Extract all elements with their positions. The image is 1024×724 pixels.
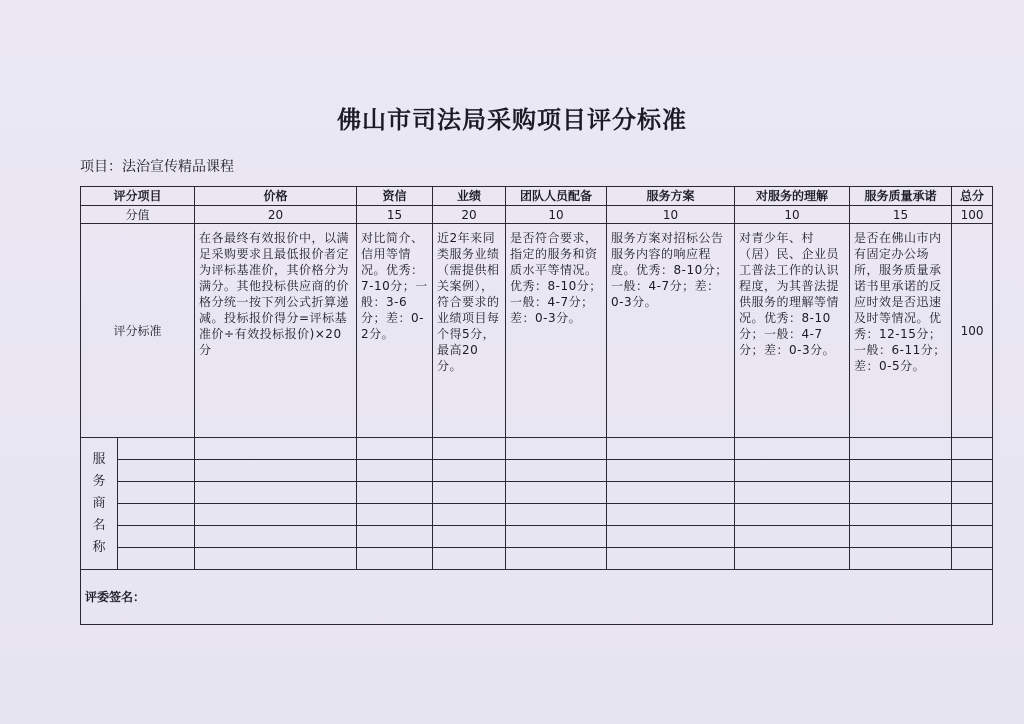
vendor-cell [735, 526, 850, 548]
header-total: 总分 [952, 187, 993, 206]
criteria-total: 100 [952, 224, 993, 438]
vendor-cell [850, 504, 952, 526]
vendor-cell [195, 460, 357, 482]
vendor-cell [607, 460, 735, 482]
vendor-cell [195, 526, 357, 548]
score-total: 100 [952, 206, 993, 224]
vendor-cell [735, 438, 850, 460]
vendor-label-cell [81, 438, 118, 570]
score-credit: 15 [357, 206, 433, 224]
vendor-cell [195, 482, 357, 504]
vendor-cell [952, 438, 993, 460]
vendor-cell [357, 504, 433, 526]
header-understanding: 对服务的理解 [735, 187, 850, 206]
vendor-cell [850, 526, 952, 548]
criteria-row [81, 224, 993, 438]
vendor-cell [357, 548, 433, 570]
vendor-cell [607, 548, 735, 570]
scoring-table [80, 186, 993, 625]
vendor-cell [506, 548, 607, 570]
signature-row [81, 570, 993, 625]
vendor-cell [433, 526, 506, 548]
vendor-cell [952, 504, 993, 526]
vendor-cell [433, 504, 506, 526]
vendor-name-cell [118, 526, 195, 548]
vendor-cell [735, 482, 850, 504]
vendor-cell [735, 504, 850, 526]
vendor-row [81, 460, 993, 482]
vendor-cell [607, 504, 735, 526]
vendor-cell [357, 526, 433, 548]
header-row [81, 187, 993, 206]
header-commitment: 服务质量承诺 [850, 187, 952, 206]
header-item: 评分项目 [81, 187, 195, 206]
criteria-commitment: 是否在佛山市内有固定办公场所，服务质量承诺书里承诺的反应时效是否迅速及时等情况。优秀：12-15分；一般：6-11分；差：0-5分。 [850, 224, 952, 438]
criteria-price: 在各最终有效报价中，以满足采购要求且最低报价者定为评标基准价，其价格分为满分。其他投标供应商的价格分统一按下列公式折算递减。投标报价得分=评标基准价÷有效投标报价)×20分 [195, 224, 357, 438]
vendor-cell [506, 526, 607, 548]
vendor-cell [433, 548, 506, 570]
vendor-cell [506, 482, 607, 504]
header-plan: 服务方案 [607, 187, 735, 206]
criteria-credit: 对比简介、信用等情况。优秀：7-10分；一般：3-6分；差：0-2分。 [357, 224, 433, 438]
vendor-cell [850, 460, 952, 482]
vendor-cell [850, 482, 952, 504]
vendor-cell [952, 548, 993, 570]
score-understanding: 10 [735, 206, 850, 224]
vendor-cell [357, 438, 433, 460]
vendor-cell [195, 504, 357, 526]
vendor-cell [195, 548, 357, 570]
vendor-cell [433, 482, 506, 504]
vendor-row [81, 482, 993, 504]
project-name: 项目：法治宣传精品课程 [80, 159, 234, 175]
vendor-cell [607, 438, 735, 460]
vendor-cell [433, 460, 506, 482]
score-performance: 20 [433, 206, 506, 224]
vendor-cell [433, 438, 506, 460]
score-label: 分值 [81, 206, 195, 224]
vendor-name-cell [118, 460, 195, 482]
vendor-name-cell [118, 482, 195, 504]
header-price: 价格 [195, 187, 357, 206]
score-plan: 10 [607, 206, 735, 224]
vendor-cell [850, 548, 952, 570]
header-performance: 业绩 [433, 187, 506, 206]
vendor-cell [506, 460, 607, 482]
vendor-cell [607, 526, 735, 548]
vendor-name-cell [118, 548, 195, 570]
score-price: 20 [195, 206, 357, 224]
criteria-plan: 服务方案对招标公告服务内容的响应程度。优秀：8-10分；一般：4-7分；差：0-3分。 [607, 224, 735, 438]
criteria-performance: 近2年来同类服务业绩（需提供相关案例），符合要求的业绩项目每个得5分，最高20分。 [433, 224, 506, 438]
score-commitment: 15 [850, 206, 952, 224]
vendor-cell [357, 482, 433, 504]
vendor-cell [952, 482, 993, 504]
vendor-label: 服务商名称 [92, 451, 106, 555]
vendor-row [81, 548, 993, 570]
vendor-cell [506, 504, 607, 526]
vendor-cell [735, 548, 850, 570]
signature-label: 评委签名： [81, 570, 993, 625]
vendor-cell [607, 482, 735, 504]
header-team: 团队人员配备 [506, 187, 607, 206]
vendor-cell [195, 438, 357, 460]
vendor-row [81, 504, 993, 526]
vendor-cell [952, 526, 993, 548]
criteria-understanding: 对青少年、村（居）民、企业员工普法工作的认识程度，为其普法提供服务的理解等情况。优秀：8-10分；一般：4-7分；差：0-3分。 [735, 224, 850, 438]
criteria-team: 是否符合要求，指定的服务和资质水平等情况。优秀：8-10分；一般：4-7分；差：0-3分。 [506, 224, 607, 438]
vendor-row [81, 526, 993, 548]
header-credit: 资信 [357, 187, 433, 206]
vendor-cell [735, 460, 850, 482]
page-title: 佛山市司法局采购项目评分标准 [337, 105, 687, 134]
vendor-row [81, 438, 993, 460]
vendor-cell [357, 460, 433, 482]
vendor-name-cell [118, 504, 195, 526]
criteria-label: 评分标准 [81, 224, 195, 438]
vendor-cell [506, 438, 607, 460]
vendor-cell [850, 438, 952, 460]
vendor-cell [952, 460, 993, 482]
vendor-name-cell [118, 438, 195, 460]
score-row [81, 206, 993, 224]
score-team: 10 [506, 206, 607, 224]
